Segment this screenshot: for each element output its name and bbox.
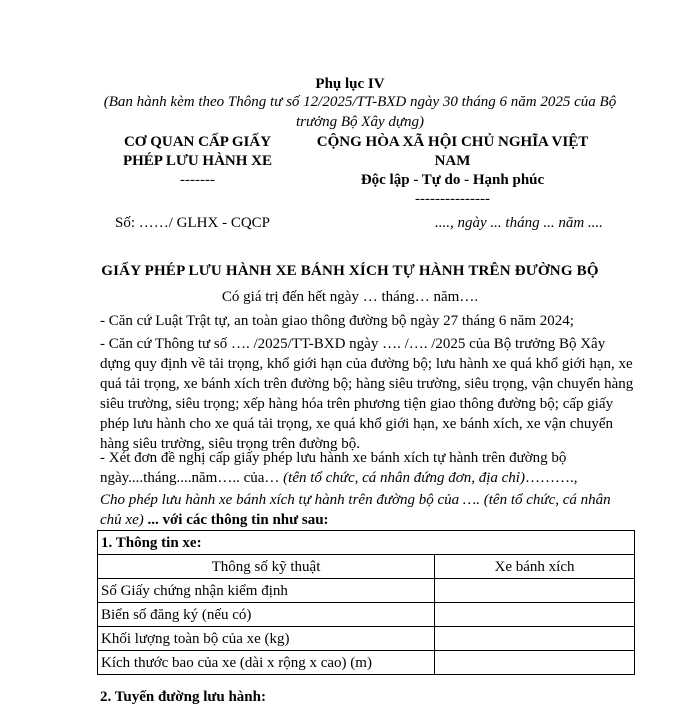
appendix-subtitle: (Ban hành kèm theo Thông tư số 12/2025/TT-BXD ngày 30 tháng 6 năm 2025 của Bộ trưởng Bộ Xây dựng) <box>103 94 617 130</box>
application-ellipsis: ………., <box>524 470 578 486</box>
table-row <box>98 627 635 651</box>
agency-divider: ------- <box>180 172 215 188</box>
table-row <box>98 579 635 603</box>
vehicle-info-heading: 1. Thông tin xe: <box>98 531 635 555</box>
row-value <box>435 603 635 627</box>
vehicle-info-table <box>97 530 635 675</box>
table-header-row <box>98 555 635 579</box>
row-label: Khối lượng toàn bộ của xe (kg) <box>98 627 435 651</box>
place-date: ...., ngày ... tháng ... năm .... <box>435 215 603 231</box>
application-text: - Xét đơn đề nghị cấp giấy phép lưu hành xe bánh xích tự hành trên đường bộ ngày....tháng....năm….. của… <box>100 450 567 486</box>
permission-suffix: ... với các thông tin như sau: <box>143 512 329 528</box>
column-header-spec: Thông số kỹ thuật <box>98 555 435 579</box>
route-section-heading: 2. Tuyến đường lưu hành: <box>100 689 266 705</box>
column-header-vehicle: Xe bánh xích <box>435 555 635 579</box>
row-value <box>435 651 635 675</box>
applicant-placeholder: (tên tổ chức, cá nhân đứng đơn, địa chỉ) <box>279 470 525 486</box>
row-value <box>435 579 635 603</box>
document-number: Số: ……/ GLHX - CQCP <box>115 215 271 231</box>
legal-basis-paragraph-2: - Căn cứ Thông tư số …. /2025/TT-BXD ngày …. /…. /2025 của Bộ trưởng Bộ Xây dựng quy định về tải trọng, khổ giới hạn của đường bộ; lưu hành xe quá khổ giới hạn, xe quá tải trọng, xe bánh xích trên đường bộ; hàng siêu trường, siêu trọng, vận chuyển hàng siêu trường, siêu trọng; xếp hàng hóa trên phương tiện giao thông đường bộ; cấp giấy phép lưu hành cho xe quá tải trọng, xe quá khổ giới hạn, xe bánh xích, xe vận chuyển hàng siêu trường, siêu trọng trên đường bộ. <box>100 336 634 452</box>
agency-name-line1: CƠ QUAN CẤP GIẤY <box>123 134 272 150</box>
table-row <box>98 603 635 627</box>
national-motto: Độc lập - Tự do - Hạnh phúc <box>360 172 545 188</box>
application-paragraph <box>100 448 635 488</box>
row-label: Biển số đăng ký (nếu có) <box>98 603 435 627</box>
permission-paragraph <box>100 490 635 530</box>
table-section-row <box>98 531 635 555</box>
motto-divider: --------------- <box>415 191 490 207</box>
row-label: Kích thước bao của xe (dài x rộng x cao) (m) <box>98 651 435 675</box>
validity-line: Có giá trị đến hết ngày … tháng… năm…. <box>221 289 479 305</box>
document-title: GIẤY PHÉP LƯU HÀNH XE BÁNH XÍCH TỰ HÀNH TRÊN ĐƯỜNG BỘ <box>101 263 599 279</box>
national-header-block <box>290 133 615 209</box>
agency-name-line2: PHÉP LƯU HÀNH XE <box>122 153 273 169</box>
legal-basis-paragraph-1: - Căn cứ Luật Trật tự, an toàn giao thông đường bộ ngày 27 tháng 6 năm 2024; <box>100 313 574 329</box>
issuing-agency-block <box>95 133 300 190</box>
table-row <box>98 651 635 675</box>
row-label: Số Giấy chứng nhận kiểm định <box>98 579 435 603</box>
appendix-title: Phụ lục IV <box>315 76 385 92</box>
republic-name-line1: CỘNG HÒA XÃ HỘI CHỦ NGHĨA VIỆT <box>316 134 589 150</box>
permission-text: Cho phép lưu hành xe bánh xích tự hành trên đường bộ của …. (tên tổ chức, cá nhân chủ xe) <box>100 492 611 528</box>
republic-name-line2: NAM <box>434 153 471 169</box>
row-value <box>435 627 635 651</box>
